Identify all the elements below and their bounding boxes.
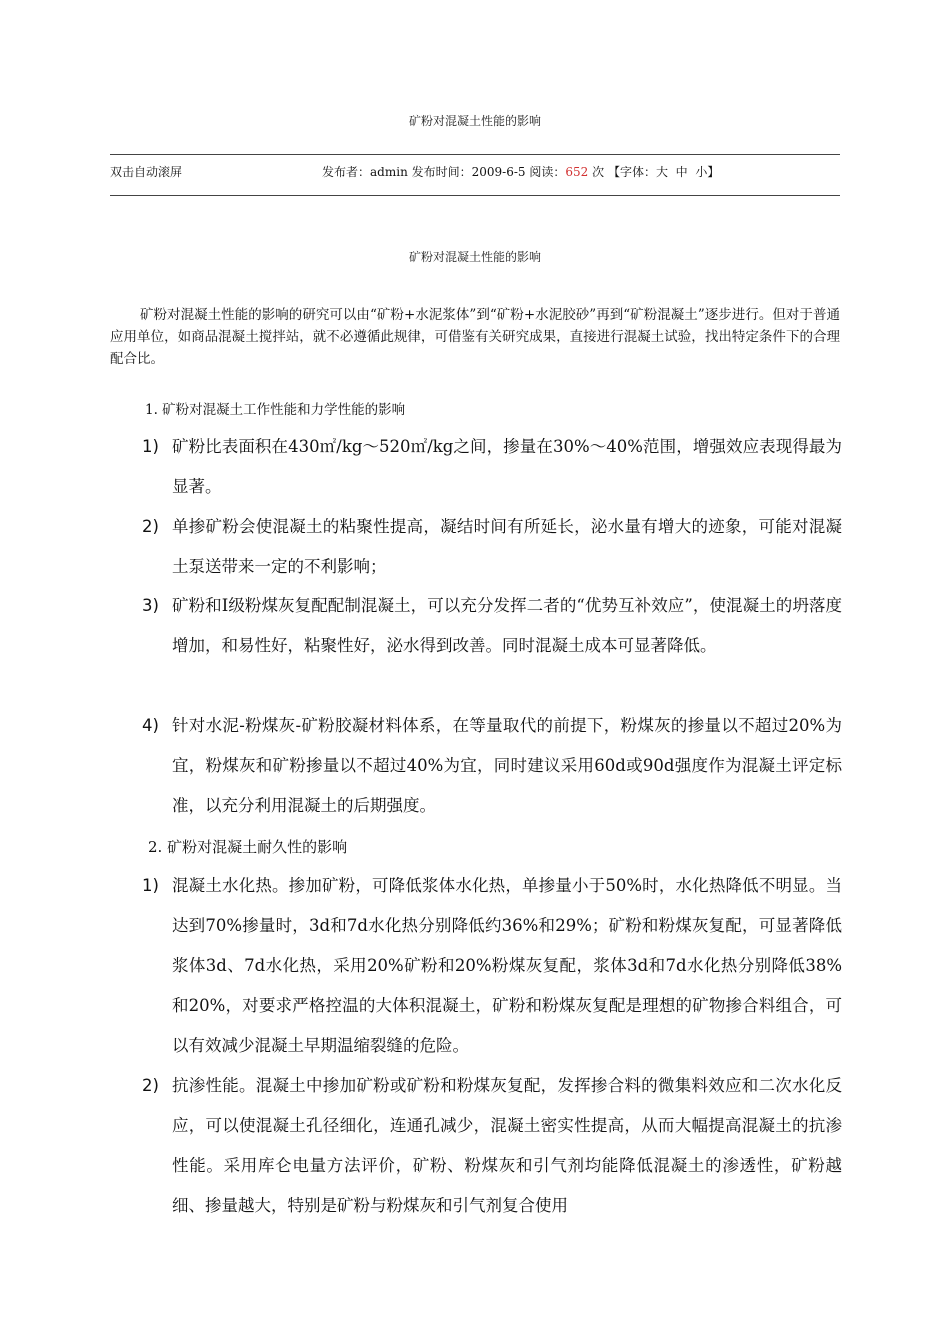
list-item-text: 单掺矿粉会使混凝土的粘聚性提高，凝结时间有所延长，泌水量有增大的迹象，可能对混凝土泵送带来一定的不利影响； xyxy=(172,517,842,576)
publisher-name: admin xyxy=(370,165,408,179)
intro-paragraph: 矿粉对混凝土性能的影响的研究可以由“矿粉+水泥浆体”到“矿粉+水泥胶砂”再到“矿粉混凝土”逐步进行。但对于普通应用单位，如商品混凝土搅拌站，就不必遵循此规律，可借鉴有关研究成果，直接进行混凝土试验，找出特定条件下的合理配合比。 xyxy=(110,307,840,367)
list-item-text: 抗渗性能。混凝土中掺加矿粉或矿粉和粉煤灰复配，发挥掺合料的微集料效应和二次水化反应，可以使混凝土孔径细化，连通孔减少，混凝土密实性提高，从而大幅提高混凝土的抗渗性能。采用库仑电量方法评价，矿粉、粉煤灰和引气剂均能降低混凝土的渗透性，矿粉越细、掺量越大，特别是矿粉与粉煤灰和引气剂复合使用 xyxy=(172,1076,842,1215)
article-title: 矿粉对混凝土性能的影响 xyxy=(408,250,541,264)
list-item-number: 1) xyxy=(142,876,159,895)
list-item xyxy=(142,427,842,507)
font-size-medium-link[interactable]: 中 xyxy=(675,165,688,179)
list-item-number: 2) xyxy=(142,517,159,536)
list-item-text: 矿粉比表面积在430㎡/kg～520㎡/kg之间，掺量在30%～40%范围，增强效应表现得最为显著。 xyxy=(172,437,842,496)
list-item xyxy=(142,866,842,1066)
font-size-large-link[interactable]: 大 xyxy=(656,165,669,179)
list-item xyxy=(142,1066,842,1226)
font-size-bracket-open: 【字体： xyxy=(607,165,656,179)
list-item-number: 3) xyxy=(142,596,159,615)
list-item-number: 2) xyxy=(142,1076,159,1095)
list-item-text: 矿粉和Ⅰ级粉煤灰复配配制混凝土，可以充分发挥二者的“优势互补效应”，使混凝土的坍落度增加，和易性好，粘聚性好，泌水得到改善。同时混凝土成本可显著降低。 xyxy=(172,596,842,655)
reads-label: 阅读： xyxy=(529,165,566,179)
auto-scroll-hint[interactable]: 双击自动滚屏 xyxy=(110,165,183,179)
font-size-small-link[interactable]: 小 xyxy=(695,165,708,179)
section-heading-1: 1. 矿粉对混凝土工作性能和力学性能的影响 xyxy=(145,402,406,418)
reads-unit: 次 xyxy=(592,165,605,179)
list-item xyxy=(142,706,842,826)
publisher-label: 发布者： xyxy=(322,165,371,179)
read-count: 652 xyxy=(565,165,589,179)
publish-info xyxy=(322,163,719,180)
list-item xyxy=(142,507,842,587)
meta-bar xyxy=(110,163,840,183)
page-title: 矿粉对混凝土性能的影响 xyxy=(408,114,541,128)
list-item-number: 4) xyxy=(142,716,159,735)
list-item xyxy=(142,586,842,666)
list-item-text: 针对水泥-粉煤灰-矿粉胶凝材料体系，在等量取代的前提下，粉煤灰的掺量以不超过20%为宜，粉煤灰和矿粉掺量以不超过40%为宜，同时建议采用60d或90d强度作为混凝土评定标准，以充分利用混凝土的后期强度。 xyxy=(172,716,842,815)
header-divider-top xyxy=(110,154,840,155)
publish-time: 2009-6-5 xyxy=(471,165,526,179)
list-item-text: 混凝土水化热。掺加矿粉，可降低浆体水化热，单掺量小于50%时，水化热降低不明显。当达到70%掺量时，3d和7d水化热分别降低约36%和29%；矿粉和粉煤灰复配，可显著降低浆体3d、7d水化热，采用20%矿粉和20%粉煤灰复配，浆体3d和7d水化热分别降低38%和20%，对要求严格控温的大体积混凝土，矿粉和粉煤灰复配是理想的矿物掺合料组合，可以有效减少混凝土早期温缩裂缝的危险。 xyxy=(172,876,842,1055)
header-divider-bottom xyxy=(110,195,840,196)
list-item-number: 1) xyxy=(142,437,159,456)
section-heading-2: 2. 矿粉对混凝土耐久性的影响 xyxy=(148,838,348,856)
publish-time-label: 发布时间： xyxy=(411,165,472,179)
font-size-bracket-close: 】 xyxy=(707,165,720,179)
